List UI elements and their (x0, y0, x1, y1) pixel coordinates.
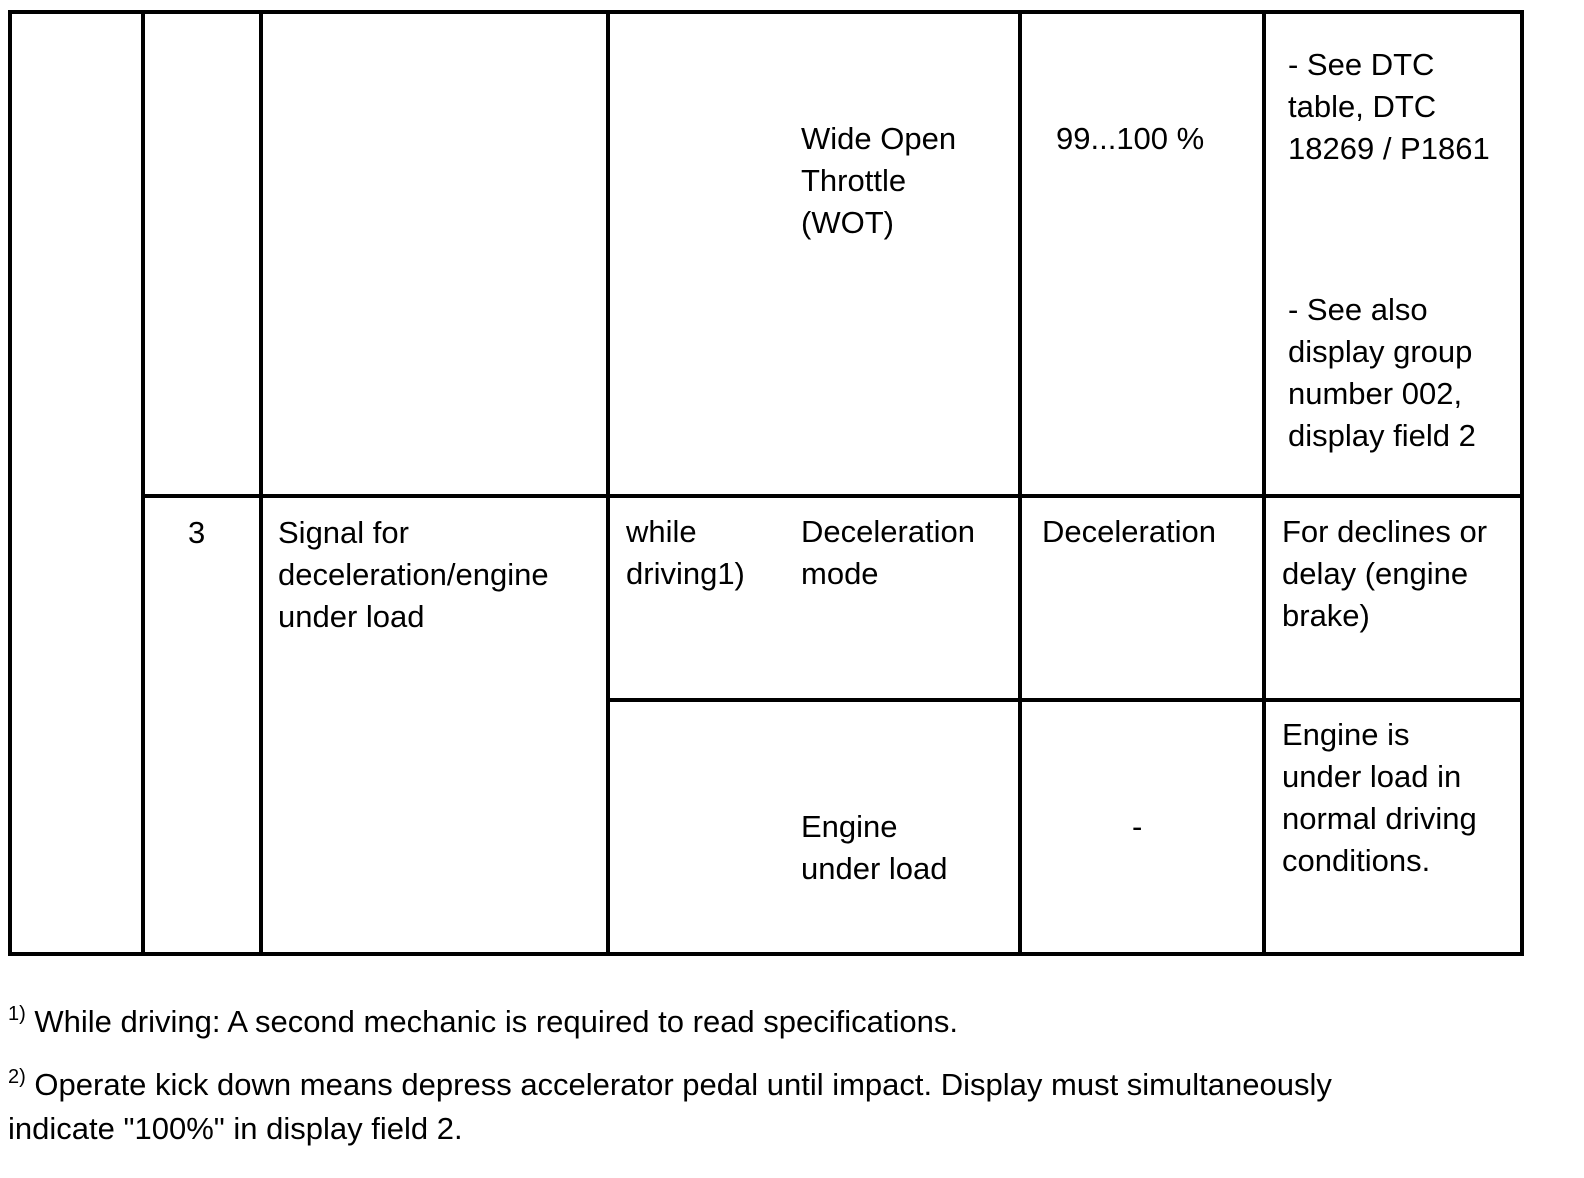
field-number: 3 (188, 515, 206, 550)
wot-specified-value: 99...100 % (1056, 121, 1205, 156)
column-divider (606, 14, 610, 952)
data-table (8, 10, 1524, 956)
footnote-1 (8, 1001, 958, 1043)
column-divider (1262, 14, 1266, 952)
wot-remedy-cell: - See DTC table, DTC 18269 / P1861 (1288, 47, 1490, 166)
column-divider (141, 14, 145, 952)
footnote-text: indicate "100%" in display field 2. (8, 1111, 463, 1146)
deceleration-remedy: For declines or delay (engine brake) (1282, 514, 1488, 633)
footnote-text: While driving: A second mechanic is required to read specifications. (25, 1004, 958, 1039)
footnote-marker: 1) (8, 1003, 26, 1025)
engine-load-remedy: Engine is under load in normal driving conditions. (1282, 717, 1477, 878)
footnote-2 (8, 1064, 1332, 1106)
footnote-marker: 2) (8, 1066, 26, 1088)
row-divider (606, 698, 1524, 702)
row-divider (141, 494, 1524, 498)
description-cell: Signal for deceleration/engine under load (278, 515, 549, 634)
footnote-text: Operate kick down means depress accelerator pedal until impact. Display must simultaneously (25, 1067, 1332, 1102)
deceleration-condition: Deceleration mode (801, 514, 976, 591)
column-divider (259, 14, 263, 952)
engine-load-specified-value: - (1132, 809, 1143, 844)
wot-condition-cell: Wide Open Throttle (WOT) (801, 121, 957, 240)
footnote-2-continuation (8, 1108, 463, 1150)
engine-load-condition: Engine under load (801, 809, 948, 886)
deceleration-specified-value: Deceleration (1042, 514, 1217, 549)
wot-remedy-note: - See also display group number 002, display field 2 (1288, 292, 1476, 453)
test-condition-cell: while driving1) (626, 514, 745, 591)
column-divider (1018, 14, 1022, 952)
